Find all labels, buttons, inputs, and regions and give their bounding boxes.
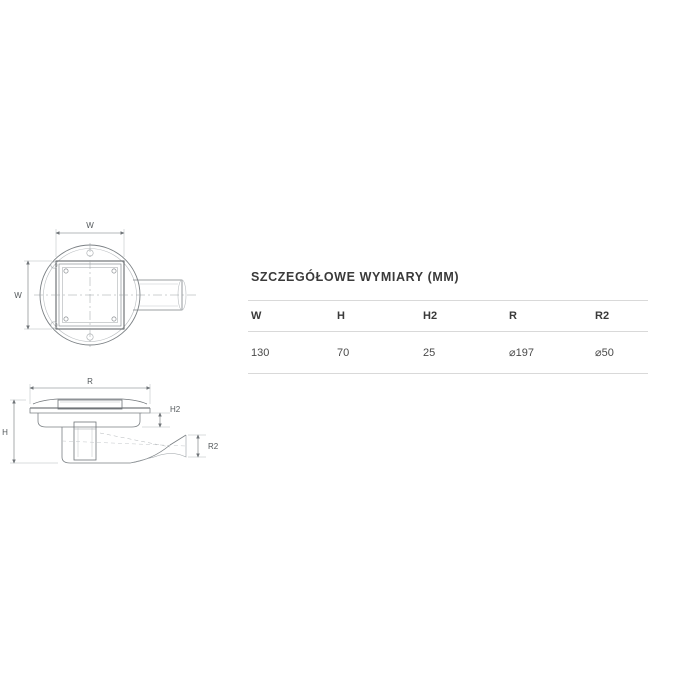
column-header-h2: H2 xyxy=(420,301,506,332)
cell-w: 130 xyxy=(248,332,334,374)
label-h: H xyxy=(2,428,8,437)
column-header-r2: R2 xyxy=(592,301,648,332)
label-h2: H2 xyxy=(170,405,181,414)
dimensions-panel xyxy=(248,270,668,374)
column-header-r: R xyxy=(506,301,592,332)
top-view-group xyxy=(34,243,198,347)
label-r: R xyxy=(87,377,93,386)
cell-r2: ⌀50 xyxy=(592,332,648,374)
cell-h2: 25 xyxy=(420,332,506,374)
technical-drawing xyxy=(0,195,240,485)
table-header-row xyxy=(248,301,648,332)
cell-h: 70 xyxy=(334,332,420,374)
side-view-group xyxy=(30,399,186,463)
dimensions-table xyxy=(248,300,648,374)
dim-h2 xyxy=(142,413,170,427)
table-row xyxy=(248,332,648,374)
table-title: SZCZEGÓŁOWE WYMIARY (MM) xyxy=(251,270,460,284)
column-header-h: H xyxy=(334,301,420,332)
label-r2: R2 xyxy=(208,442,219,451)
label-w-left: W xyxy=(14,291,22,300)
label-w-top: W xyxy=(86,221,94,230)
dim-r2 xyxy=(188,435,206,457)
column-header-w: W xyxy=(248,301,334,332)
dim-r xyxy=(30,384,150,404)
cell-r: ⌀197 xyxy=(506,332,592,374)
drawing-svg xyxy=(0,195,240,485)
dim-h xyxy=(10,400,58,463)
